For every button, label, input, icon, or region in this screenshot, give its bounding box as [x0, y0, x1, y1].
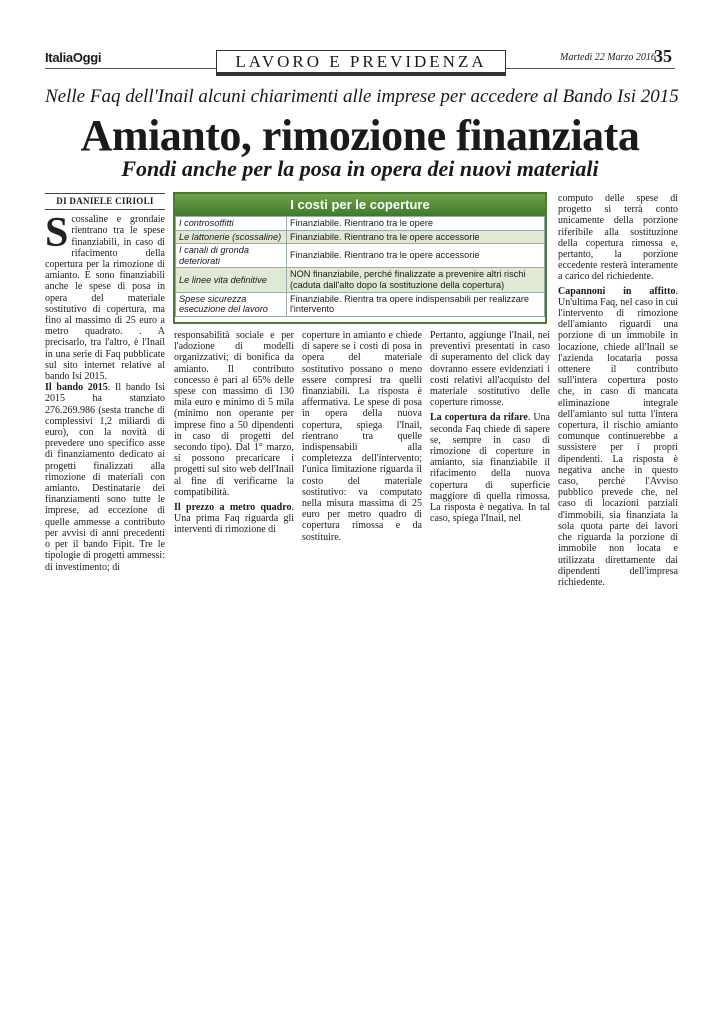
article-headline: Amianto, rimozione finanziata	[80, 111, 640, 160]
paragraph-text: cossaline e grondaie rientrano tra le spese finanziabili, in caso di rifacimento della copertura per la rimozione di amianto. E sono finanziabili anche le spese di posa in opera del materiale sostitutivo di copertura, ma fino al massimo di 25 euro a metro quadrato. . A precisarlo, tra l'altro, è l'Inail in una serie di Faq pubblicate sul sito internet relative al bando Isi 2015.	[45, 214, 165, 383]
article-kicker: Nelle Faq dell'Inail alcuni chiarimenti alle imprese per accedere al Bando Isi 2015	[45, 86, 679, 107]
table-cell-note: Finanziabile. Rientrano tra le opere accessorie	[287, 230, 545, 244]
table-cell-item: Le linee vita definitive	[176, 268, 287, 292]
table-row	[176, 244, 545, 268]
dropcap: S	[45, 210, 69, 257]
paragraph-heading: Il bando 2015	[45, 382, 108, 394]
paragraph-text: computo delle spese di progetto si terrà conto unicamente della porzione riferibile alla sostituzione della copertura rimossa e, pertanto, la porzione eccedente resterà interamente a carico del richiedente.	[558, 193, 678, 283]
table-cell-item: Le lattonerie (scossaline)	[176, 230, 287, 244]
table-row	[176, 268, 545, 292]
paragraph-text: . Una prima Faq riguarda gli interventi di rimozione di	[174, 502, 294, 536]
table-row	[176, 230, 545, 244]
costs-table-title: I costi per le coperture	[175, 194, 545, 216]
table-row	[176, 292, 545, 316]
table-row	[176, 217, 545, 231]
table-cell-item: I controsoffitti	[176, 217, 287, 231]
paragraph	[45, 382, 165, 572]
paragraph-heading: Capannoni in affitto	[558, 285, 676, 297]
table-cell-note: Finanziabile. Rientrano tra le opere accessorie	[287, 244, 545, 268]
table-cell-note: Finanziabile. Rientra tra opere indispensabili per realizzare l'intervento	[287, 292, 545, 316]
table-cell-note: Finanziabile. Rientrano tra le opere	[287, 217, 545, 231]
article-column-5	[558, 193, 678, 588]
paragraph-text: . Una seconda Faq chiede di sapere se, sempre in caso di rimozione di coperture in amianto, sia finanziabile il rifacimento della nuova copertura di superficie maggiore di quella rimossa. La risposta è negativa. In tal caso, spiega l'Inail, nel	[430, 412, 550, 525]
paragraph-text: Pertanto, aggiunge l'Inail, nei preventivi presentati in caso di superamento del click day dovranno essere evidenziati i costi relativi all'acquisto del materiale sostitutivo delle coperture rimosse.	[430, 330, 550, 409]
section-title: LAVORO E PREVIDENZA	[216, 50, 506, 76]
paragraph	[174, 330, 294, 498]
paragraph-text: responsabilità sociale e per l'adozione di modelli organizzativi; di bonifica da amianto. Il contributo concesso è pari al 65% delle spese con massimo di 130 mila euro e minimo di 5 mila (minimo non operante per imprese fino a 50 dipendenti in caso di progetti del secondo tipo). Dal 1° marzo, si possono precaricare i progetti sul sito web dell'Inail al fine di verificarne la compatibilità.	[174, 330, 294, 498]
paragraph-text: coperture in amianto e chiede di sapere se i costi di posa in opera del materiale sostitutivo possano o meno essere compresi tra quelli finanziabili. La risposta è affermativa. Le spese di posa in opera della nuova copertura, spiega l'Inail, rientrano tra quelle indispensabili alla completezza dell'intervento; l'unica limitazione riguarda il costo del materiale sostitutivo: va computato nella misura massima di 25 euro per metro quadro di copertura rimossa e da sostituire.	[302, 330, 422, 543]
newspaper-logo: ItaliaOggi	[45, 50, 102, 65]
paragraph-text: . Il bando Isi 2015 ha stanziato 276.269.986 (sesta tranche di complessivi 1,2 miliardi di euro), con la novità di prevedere uno specifico asse di finanziamento dedicato ai progetti finalizzati alla rimozione di materiali con amianto. Destinatarie dei finanziamenti sono tutte le imprese, ad eccezione di quelle ammesse a contributo per avvisi di anni precedenti o per il bando Fipit. Tre le tipologie di progetti ammessi: di investimento; di	[45, 382, 165, 573]
costs-table	[175, 216, 545, 317]
article-subhead: Fondi anche per la posa in opera dei nuovi materiali	[121, 156, 599, 181]
paragraph	[558, 286, 678, 588]
table-cell-item: I canali di gronda deteriorati	[176, 244, 287, 268]
paragraph	[302, 330, 422, 543]
page-number: 35	[654, 46, 672, 66]
paragraph-heading: Il prezzo a metro quadro	[174, 502, 292, 514]
paragraph-heading: La copertura da rifare	[430, 412, 528, 424]
article-column-1	[45, 193, 165, 573]
paragraph-text: . Un'ultima Faq, nel caso in cui l'intervento di rimozione dell'amianto riguardi una porzione di un immobile in locazione, chiede all'Inail se l'azienda locataria possa ottenere il contributo sull'intera copertura posto che, in caso di mancata eliminazione integrale dell'amianto sul tutta l'intera copertura, il rischio amianto comunque continuerebbe a sussistere per i propri dipendenti. La risposta è negativa anche in questo caso, perché l'Avviso pubblico prevede che, nel caso di locazioni parziali d'immobili, sia finanziata la sola quota parte dei lavori che riguarda la porzione di immobile non locata e utilizzata direttamente dai dipendenti dell'impresa richiedente.	[558, 285, 678, 588]
table-cell-note: NON finanziabile, perché finalizzate a prevenire altri rischi (caduta dall'alto dopo la sostituzione della copertura)	[287, 268, 545, 292]
article-column-4	[430, 330, 550, 524]
byline: DI DANIELE CIRIOLI	[45, 193, 165, 210]
paragraph	[174, 502, 294, 536]
paragraph	[558, 193, 678, 283]
paragraph	[45, 210, 165, 383]
paragraph	[430, 412, 550, 524]
article-column-2	[174, 330, 294, 536]
costs-table-box	[173, 192, 547, 324]
table-cell-item: Spese sicurezza esecuzione del lavoro	[176, 292, 287, 316]
paragraph	[430, 330, 550, 408]
article-column-3	[302, 330, 422, 543]
issue-date: Martedì 22 Marzo 2016	[560, 52, 656, 63]
